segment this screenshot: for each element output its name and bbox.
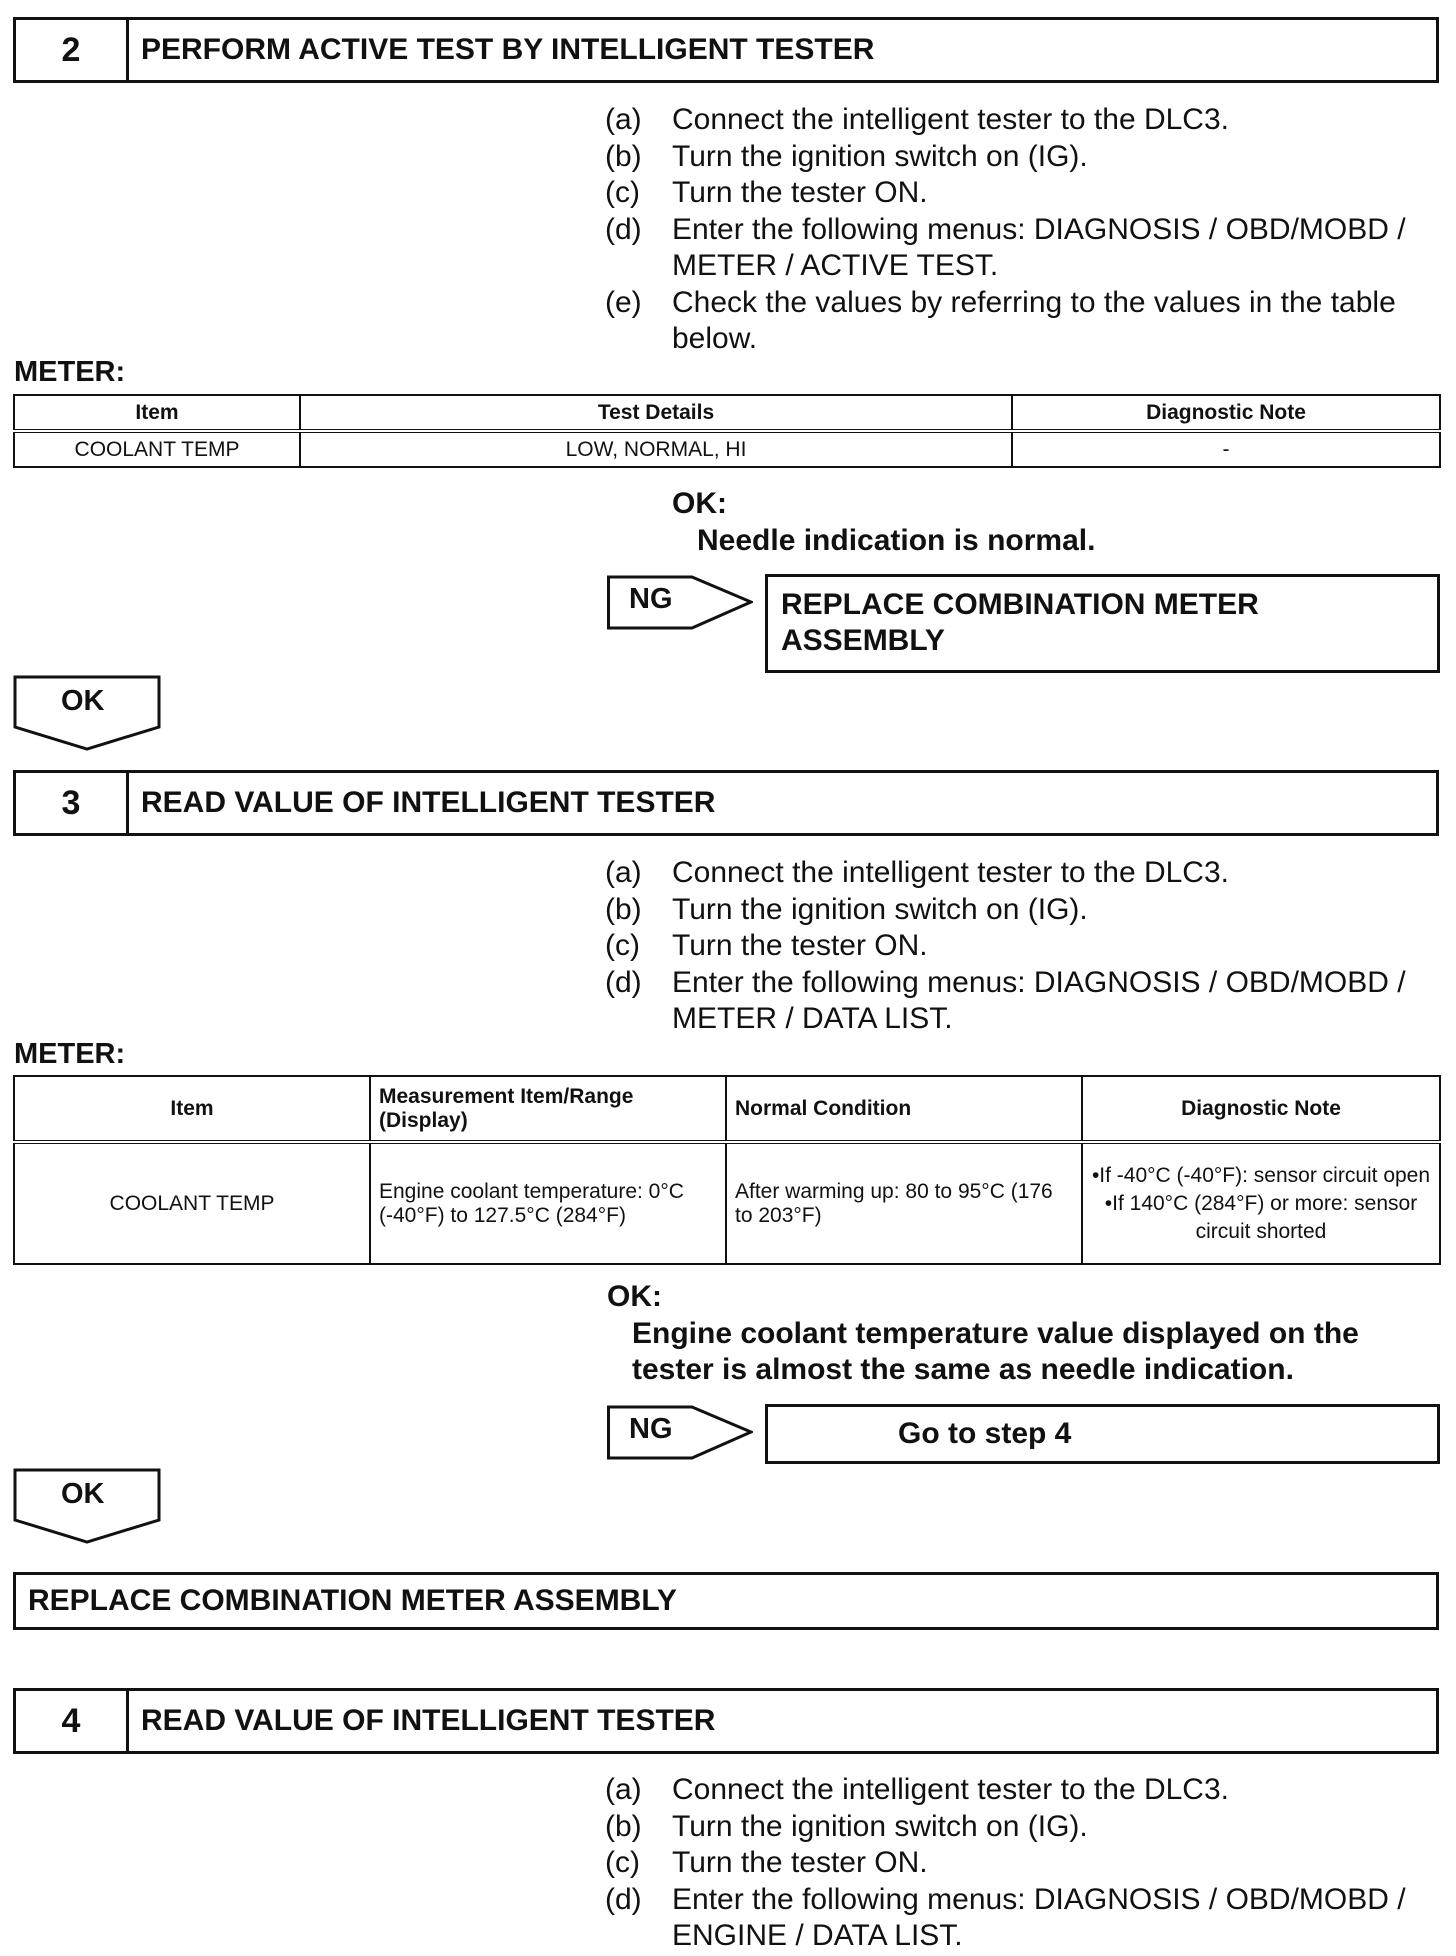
- ok-flow-arrow: [13, 1468, 161, 1544]
- ok-criteria-text: Engine coolant temperature value displayed on the tester is almost the same as needle indication.: [632, 1317, 1359, 1386]
- table-cell: -: [1012, 431, 1440, 467]
- table-row: [14, 1142, 1440, 1264]
- step-title: PERFORM ACTIVE TEST BY INTELLIGENT TESTER: [141, 33, 875, 66]
- step-2-header: [13, 17, 1439, 83]
- table-cell: COOLANT TEMP: [14, 1142, 370, 1264]
- procedure-item: (c) Turn the tester ON.: [605, 176, 928, 209]
- ng-result-text: Go to step 4: [898, 1417, 1072, 1450]
- step-3-procedure: [605, 855, 1435, 1038]
- ng-result-box: [765, 1404, 1440, 1464]
- procedure-item: (b) Turn the ignition switch on (IG).: [605, 1809, 1088, 1843]
- step-2-procedure: [605, 102, 1435, 358]
- step-title: READ VALUE OF INTELLIGENT TESTER: [141, 786, 716, 819]
- table-header: Test Details: [300, 395, 1012, 431]
- ok-criteria-text: Needle indication is normal.: [697, 524, 1096, 557]
- ok-arrow-label: OK: [61, 1478, 105, 1510]
- step-title: READ VALUE OF INTELLIGENT TESTER: [141, 1704, 716, 1737]
- table-header: Measurement Item/Range (Display): [370, 1076, 726, 1142]
- procedure-item: (c) Turn the tester ON.: [605, 929, 928, 962]
- step-3-header: [13, 770, 1439, 836]
- diagnostic-note: •If -40°C (-40°F): sensor circuit open: [1091, 1163, 1431, 1187]
- step-4-procedure: [605, 1772, 1435, 1955]
- procedure-item: (e) Check the values by referring to the values in the table below.: [605, 285, 1396, 355]
- ng-label: NG: [629, 583, 673, 615]
- meter-label: METER:: [14, 1038, 126, 1070]
- procedure-item: (a) Connect the intelligent tester to the DLC3.: [605, 103, 1229, 136]
- table-header: Diagnostic Note: [1012, 395, 1440, 431]
- table-header: Diagnostic Note: [1082, 1076, 1440, 1142]
- table-cell: After warming up: 80 to 95°C (176 to 203°F): [726, 1142, 1082, 1264]
- step-4-header: [13, 1688, 1439, 1754]
- procedure-item: (d) Enter the following menus: DIAGNOSIS / OBD/MOBD / ENGINE / DATA LIST.: [605, 1882, 1406, 1952]
- table-row: [14, 431, 1440, 467]
- ok-criteria-label: OK:: [607, 1280, 662, 1313]
- step-number: 3: [16, 773, 129, 833]
- ng-result-text: REPLACE COMBINATION METER ASSEMBLY: [781, 588, 1259, 657]
- step-number: 4: [16, 1691, 129, 1751]
- ng-result-box: [765, 574, 1440, 673]
- table-header: Item: [14, 395, 300, 431]
- procedure-item: (c) Turn the tester ON.: [605, 1846, 928, 1879]
- procedure-item: (d) Enter the following menus: DIAGNOSIS / OBD/MOBD / METER / DATA LIST.: [605, 965, 1406, 1035]
- procedure-item: (a) Connect the intelligent tester to the DLC3.: [605, 856, 1229, 889]
- ng-tag: [607, 573, 749, 631]
- diagnostic-note: •If 140°C (284°F) or more: sensor circuit shorted: [1104, 1191, 1418, 1243]
- table-cell: COOLANT TEMP: [14, 431, 300, 467]
- active-test-table: [13, 394, 1441, 468]
- ok-criteria-label: OK:: [672, 487, 727, 520]
- procedure-item: (d) Enter the following menus: DIAGNOSIS / OBD/MOBD / METER / ACTIVE TEST.: [605, 212, 1406, 282]
- table-header: Item: [14, 1076, 370, 1142]
- procedure-item: (b) Turn the ignition switch on (IG).: [605, 892, 1088, 926]
- table-cell: [1082, 1142, 1440, 1264]
- ok-flow-arrow: [13, 675, 161, 751]
- step-number: 2: [16, 20, 129, 80]
- table-cell: LOW, NORMAL, HI: [300, 431, 1012, 467]
- procedure-item: (a) Connect the intelligent tester to the DLC3.: [605, 1773, 1229, 1806]
- procedure-item: (b) Turn the ignition switch on (IG).: [605, 139, 1088, 173]
- meter-label: METER:: [14, 356, 126, 388]
- table-header: Normal Condition: [726, 1076, 1082, 1142]
- table-cell: Engine coolant temperature: 0°C (-40°F) to 127.5°C (284°F): [370, 1142, 726, 1264]
- ok-arrow-label: OK: [61, 685, 105, 717]
- ng-tag: [607, 1403, 749, 1461]
- data-list-table: [13, 1075, 1441, 1265]
- ng-label: NG: [629, 1413, 673, 1445]
- replace-action-box: REPLACE COMBINATION METER ASSEMBLY: [13, 1572, 1439, 1630]
